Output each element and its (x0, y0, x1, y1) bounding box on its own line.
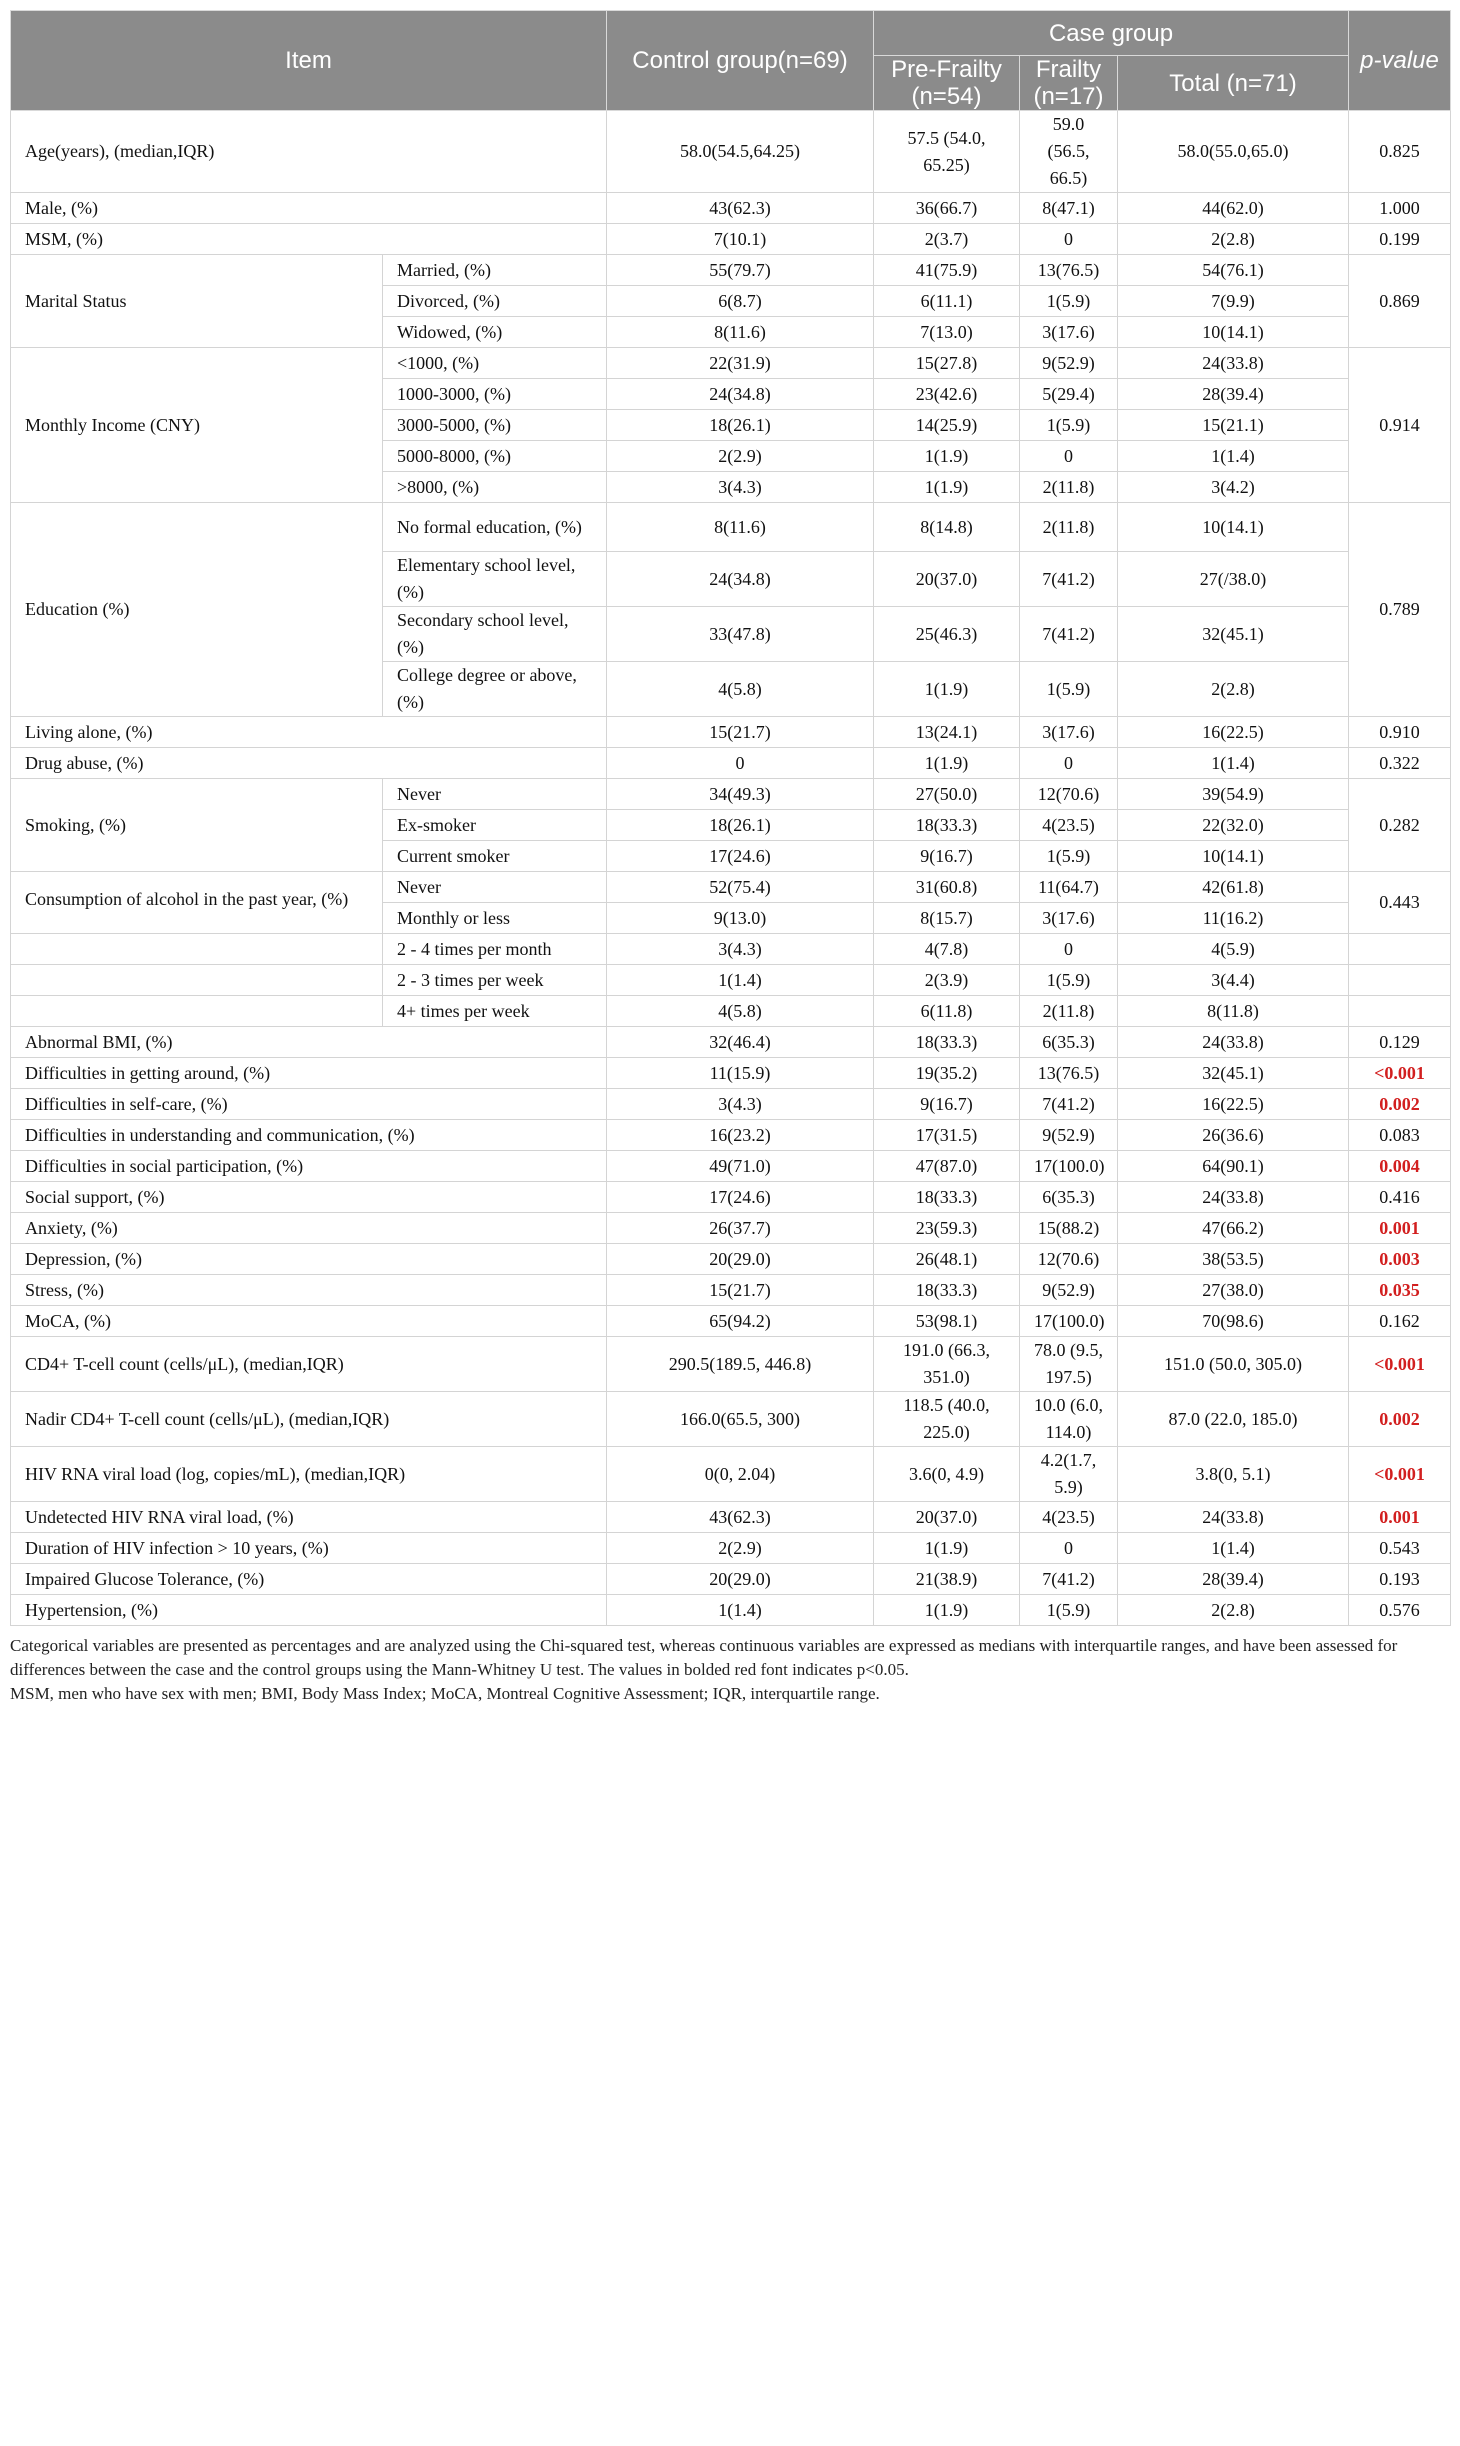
cell-frailty: 6(35.3) (1020, 1182, 1118, 1213)
cell-control: 22(31.9) (607, 348, 874, 379)
cell-pre-frailty: 23(42.6) (874, 379, 1020, 410)
cell-total: 2(2.8) (1118, 1595, 1349, 1626)
cell-frailty: 12(70.6) (1020, 1244, 1118, 1275)
cell-control: 1(1.4) (607, 965, 874, 996)
sub-label: 1000-3000, (%) (383, 379, 607, 410)
cell-pre-frailty: 4(7.8) (874, 934, 1020, 965)
sub-label: No formal education, (%) (383, 503, 607, 552)
cell-frailty: 78.0 (9.5, 197.5) (1020, 1337, 1118, 1392)
cell-total: 24(33.8) (1118, 1502, 1349, 1533)
table-row (11, 1151, 1451, 1182)
cell-total: 2(2.8) (1118, 224, 1349, 255)
cell-frailty: 1(5.9) (1020, 286, 1118, 317)
cell-total: 26(36.6) (1118, 1120, 1349, 1151)
table-row (11, 1089, 1451, 1120)
cell-control: 290.5(189.5, 446.8) (607, 1337, 874, 1392)
cell-control: 3(4.3) (607, 1089, 874, 1120)
cell-pre-frailty: 27(50.0) (874, 779, 1020, 810)
sub-label: 3000-5000, (%) (383, 410, 607, 441)
cell-control: 18(26.1) (607, 410, 874, 441)
row-label: Difficulties in understanding and communication, (%) (11, 1120, 607, 1151)
cell-frailty: 11(64.7) (1020, 872, 1118, 903)
table-row (11, 1502, 1451, 1533)
cell-frailty: 2(11.8) (1020, 472, 1118, 503)
row-label: Duration of HIV infection > 10 years, (%) (11, 1533, 607, 1564)
cell-total: 64(90.1) (1118, 1151, 1349, 1182)
cell-control: 58.0(54.5,64.25) (607, 111, 874, 193)
cell-control: 49(71.0) (607, 1151, 874, 1182)
table-row (11, 348, 1451, 379)
cell-total: 70(98.6) (1118, 1306, 1349, 1337)
cell-frailty: 9(52.9) (1020, 348, 1118, 379)
cell-pre-frailty: 118.5 (40.0, 225.0) (874, 1392, 1020, 1447)
table-row (11, 255, 1451, 286)
cell-frailty: 2(11.8) (1020, 503, 1118, 552)
cell-control: 24(34.8) (607, 379, 874, 410)
cell-p-value: 0.914 (1349, 348, 1451, 503)
cell-frailty: 3(17.6) (1020, 717, 1118, 748)
cell-total: 32(45.1) (1118, 1058, 1349, 1089)
header-case-group: Case group (874, 11, 1349, 56)
table-row (11, 779, 1451, 810)
table-row (11, 1027, 1451, 1058)
cell-p-value: <0.001 (1349, 1058, 1451, 1089)
cell-control: 17(24.6) (607, 841, 874, 872)
cell-pre-frailty: 13(24.1) (874, 717, 1020, 748)
cell-control: 11(15.9) (607, 1058, 874, 1089)
cell-p-value: 0.322 (1349, 748, 1451, 779)
cell-p-value: 0.002 (1349, 1089, 1451, 1120)
cell-total: 10(14.1) (1118, 841, 1349, 872)
row-label: Nadir CD4+ T-cell count (cells/μL), (median,IQR) (11, 1392, 607, 1447)
footnote (10, 1634, 1450, 1706)
cell-p-value: 0.083 (1349, 1120, 1451, 1151)
cell-pre-frailty: 1(1.9) (874, 472, 1020, 503)
row-label: Male, (%) (11, 193, 607, 224)
table-row (11, 1182, 1451, 1213)
table-row (11, 503, 1451, 552)
cell-pre-frailty: 1(1.9) (874, 748, 1020, 779)
sub-label: 2 - 4 times per month (383, 934, 607, 965)
cell-frailty: 1(5.9) (1020, 1595, 1118, 1626)
cell-p-value: 0.003 (1349, 1244, 1451, 1275)
cell-control: 43(62.3) (607, 193, 874, 224)
cell-pre-frailty: 14(25.9) (874, 410, 1020, 441)
footnote-abbreviations: MSM, men who have sex with men; BMI, Body Mass Index; MoCA, Montreal Cognitive Assessment; IQR, interquartile range. (10, 1684, 880, 1703)
row-label: Stress, (%) (11, 1275, 607, 1306)
table-row (11, 1275, 1451, 1306)
cell-total: 24(33.8) (1118, 1182, 1349, 1213)
cell-total: 27(38.0) (1118, 1275, 1349, 1306)
cell-p-value: 1.000 (1349, 193, 1451, 224)
cell-frailty: 6(35.3) (1020, 1027, 1118, 1058)
cell-control: 0 (607, 748, 874, 779)
cell-frailty: 3(17.6) (1020, 903, 1118, 934)
cell-pre-frailty: 47(87.0) (874, 1151, 1020, 1182)
row-label: CD4+ T-cell count (cells/μL), (median,IQR) (11, 1337, 607, 1392)
table-row (11, 193, 1451, 224)
cell-pre-frailty: 18(33.3) (874, 1275, 1020, 1306)
table-row (11, 1058, 1451, 1089)
cell-pre-frailty: 25(46.3) (874, 607, 1020, 662)
cell-control: 34(49.3) (607, 779, 874, 810)
row-label: Impaired Glucose Tolerance, (%) (11, 1564, 607, 1595)
group-label: Education (%) (11, 503, 383, 717)
row-label: Age(years), (median,IQR) (11, 111, 607, 193)
cell-total: 4(5.9) (1118, 934, 1349, 965)
cell-total: 1(1.4) (1118, 1533, 1349, 1564)
cell-control: 9(13.0) (607, 903, 874, 934)
cell-pre-frailty: 1(1.9) (874, 1595, 1020, 1626)
cell-total: 24(33.8) (1118, 1027, 1349, 1058)
sub-label: 2 - 3 times per week (383, 965, 607, 996)
table-row (11, 748, 1451, 779)
sub-label: 5000-8000, (%) (383, 441, 607, 472)
group-label: Marital Status (11, 255, 383, 348)
empty-cell (11, 965, 383, 996)
cell-control: 65(94.2) (607, 1306, 874, 1337)
cell-frailty: 0 (1020, 934, 1118, 965)
cell-control: 6(8.7) (607, 286, 874, 317)
cell-frailty: 0 (1020, 441, 1118, 472)
row-label: Social support, (%) (11, 1182, 607, 1213)
cell-p-value: 0.002 (1349, 1392, 1451, 1447)
cell-pre-frailty: 53(98.1) (874, 1306, 1020, 1337)
cell-p-value: 0.199 (1349, 224, 1451, 255)
row-label: MSM, (%) (11, 224, 607, 255)
cell-total: 24(33.8) (1118, 348, 1349, 379)
table-row (11, 1306, 1451, 1337)
cell-total: 3(4.2) (1118, 472, 1349, 503)
cell-pre-frailty: 9(16.7) (874, 841, 1020, 872)
header-frailty: Frailty (n=17) (1020, 56, 1118, 111)
cell-total: 27(/38.0) (1118, 552, 1349, 607)
cell-p-value: 0.004 (1349, 1151, 1451, 1182)
empty-cell (1349, 996, 1451, 1027)
table-row (11, 717, 1451, 748)
table-row (11, 1120, 1451, 1151)
cell-control: 33(47.8) (607, 607, 874, 662)
cell-control: 3(4.3) (607, 934, 874, 965)
sub-label: Monthly or less (383, 903, 607, 934)
sub-label: Never (383, 872, 607, 903)
cell-frailty: 9(52.9) (1020, 1275, 1118, 1306)
cell-frailty: 12(70.6) (1020, 779, 1118, 810)
cell-frailty: 7(41.2) (1020, 552, 1118, 607)
cell-control: 4(5.8) (607, 996, 874, 1027)
table-row (11, 1595, 1451, 1626)
cell-pre-frailty: 17(31.5) (874, 1120, 1020, 1151)
cell-frailty: 7(41.2) (1020, 1564, 1118, 1595)
cell-p-value: 0.001 (1349, 1502, 1451, 1533)
cell-total: 11(16.2) (1118, 903, 1349, 934)
cell-total: 15(21.1) (1118, 410, 1349, 441)
cell-total: 38(53.5) (1118, 1244, 1349, 1275)
cell-control: 20(29.0) (607, 1564, 874, 1595)
table-row (11, 872, 1451, 903)
cell-pre-frailty: 6(11.1) (874, 286, 1020, 317)
row-label: MoCA, (%) (11, 1306, 607, 1337)
cell-total: 2(2.8) (1118, 662, 1349, 717)
cell-control: 3(4.3) (607, 472, 874, 503)
cell-pre-frailty: 57.5 (54.0, 65.25) (874, 111, 1020, 193)
cell-pre-frailty: 20(37.0) (874, 1502, 1020, 1533)
cell-p-value: 0.543 (1349, 1533, 1451, 1564)
cell-p-value: 0.416 (1349, 1182, 1451, 1213)
cell-frailty: 4.2(1.7, 5.9) (1020, 1447, 1118, 1502)
cell-p-value: 0.193 (1349, 1564, 1451, 1595)
cell-pre-frailty: 7(13.0) (874, 317, 1020, 348)
cell-control: 2(2.9) (607, 1533, 874, 1564)
group-label: Monthly Income (CNY) (11, 348, 383, 503)
cell-pre-frailty: 191.0 (66.3, 351.0) (874, 1337, 1020, 1392)
cell-control: 166.0(65.5, 300) (607, 1392, 874, 1447)
cell-control: 0(0, 2.04) (607, 1447, 874, 1502)
row-label: Undetected HIV RNA viral load, (%) (11, 1502, 607, 1533)
cell-frailty: 4(23.5) (1020, 810, 1118, 841)
cell-total: 42(61.8) (1118, 872, 1349, 903)
table-row (11, 996, 1451, 1027)
cell-pre-frailty: 1(1.9) (874, 662, 1020, 717)
cell-total: 39(54.9) (1118, 779, 1349, 810)
cell-p-value: 0.869 (1349, 255, 1451, 348)
header-control-group: Control group(n=69) (607, 11, 874, 111)
sub-label: >8000, (%) (383, 472, 607, 503)
cell-total: 44(62.0) (1118, 193, 1349, 224)
table-row (11, 1564, 1451, 1595)
cell-p-value: <0.001 (1349, 1337, 1451, 1392)
cell-pre-frailty: 15(27.8) (874, 348, 1020, 379)
table-row (11, 1447, 1451, 1502)
cell-p-value: 0.035 (1349, 1275, 1451, 1306)
empty-cell (1349, 965, 1451, 996)
cell-total: 16(22.5) (1118, 717, 1349, 748)
cell-frailty: 1(5.9) (1020, 841, 1118, 872)
cell-pre-frailty: 3.6(0, 4.9) (874, 1447, 1020, 1502)
cell-frailty: 5(29.4) (1020, 379, 1118, 410)
cell-control: 2(2.9) (607, 441, 874, 472)
row-label: Living alone, (%) (11, 717, 607, 748)
row-label: Difficulties in self-care, (%) (11, 1089, 607, 1120)
sub-label: Secondary school level, (%) (383, 607, 607, 662)
cell-total: 28(39.4) (1118, 379, 1349, 410)
table-row (11, 1533, 1451, 1564)
cell-control: 26(37.7) (607, 1213, 874, 1244)
cell-total: 58.0(55.0,65.0) (1118, 111, 1349, 193)
cell-total: 3(4.4) (1118, 965, 1349, 996)
cell-pre-frailty: 21(38.9) (874, 1564, 1020, 1595)
cell-total: 22(32.0) (1118, 810, 1349, 841)
row-label: Drug abuse, (%) (11, 748, 607, 779)
cell-frailty: 7(41.2) (1020, 607, 1118, 662)
cell-frailty: 3(17.6) (1020, 317, 1118, 348)
cell-pre-frailty: 41(75.9) (874, 255, 1020, 286)
cell-p-value: 0.443 (1349, 872, 1451, 934)
empty-cell (11, 934, 383, 965)
row-label: Difficulties in social participation, (%) (11, 1151, 607, 1182)
cell-control: 17(24.6) (607, 1182, 874, 1213)
cell-p-value: <0.001 (1349, 1447, 1451, 1502)
cell-total: 47(66.2) (1118, 1213, 1349, 1244)
empty-cell (11, 996, 383, 1027)
cell-total: 16(22.5) (1118, 1089, 1349, 1120)
cell-pre-frailty: 31(60.8) (874, 872, 1020, 903)
cell-p-value: 0.282 (1349, 779, 1451, 872)
table-row (11, 224, 1451, 255)
sub-label: Divorced, (%) (383, 286, 607, 317)
cell-frailty: 8(47.1) (1020, 193, 1118, 224)
row-label: Anxiety, (%) (11, 1213, 607, 1244)
row-label: Abnormal BMI, (%) (11, 1027, 607, 1058)
cell-total: 87.0 (22.0, 185.0) (1118, 1392, 1349, 1447)
cell-p-value: 0.576 (1349, 1595, 1451, 1626)
table-row (11, 1392, 1451, 1447)
cell-frailty: 7(41.2) (1020, 1089, 1118, 1120)
cell-control: 4(5.8) (607, 662, 874, 717)
cell-p-value: 0.910 (1349, 717, 1451, 748)
row-label: Difficulties in getting around, (%) (11, 1058, 607, 1089)
header-pre-frailty: Pre-Frailty (n=54) (874, 56, 1020, 111)
cell-pre-frailty: 23(59.3) (874, 1213, 1020, 1244)
cell-pre-frailty: 8(15.7) (874, 903, 1020, 934)
cell-frailty: 13(76.5) (1020, 255, 1118, 286)
footnote-methods: Categorical variables are presented as percentages and are analyzed using the Chi-squared test, whereas continuous variables are expressed as medians with interquartile ranges, and have been assessed for differences between the case and the control groups using the Mann-Whitney U test. The values in bolded red font indicates p<0.05. (10, 1636, 1398, 1679)
cell-frailty: 9(52.9) (1020, 1120, 1118, 1151)
table-row (11, 1337, 1451, 1392)
cell-total: 7(9.9) (1118, 286, 1349, 317)
cell-frailty: 59.0 (56.5, 66.5) (1020, 111, 1118, 193)
cell-p-value: 0.825 (1349, 111, 1451, 193)
table-body (11, 111, 1451, 1626)
cell-frailty: 17(100.0) (1020, 1151, 1118, 1182)
table-row (11, 1213, 1451, 1244)
cell-control: 20(29.0) (607, 1244, 874, 1275)
row-label: Depression, (%) (11, 1244, 607, 1275)
cell-control: 18(26.1) (607, 810, 874, 841)
cell-p-value: 0.129 (1349, 1027, 1451, 1058)
cell-control: 16(23.2) (607, 1120, 874, 1151)
cell-control: 7(10.1) (607, 224, 874, 255)
cell-total: 1(1.4) (1118, 748, 1349, 779)
sub-label: Married, (%) (383, 255, 607, 286)
table-row (11, 934, 1451, 965)
cell-pre-frailty: 1(1.9) (874, 441, 1020, 472)
sub-label: Never (383, 779, 607, 810)
cell-total: 28(39.4) (1118, 1564, 1349, 1595)
cell-pre-frailty: 9(16.7) (874, 1089, 1020, 1120)
group-label: Smoking, (%) (11, 779, 383, 872)
cell-frailty: 2(11.8) (1020, 996, 1118, 1027)
sub-label: 4+ times per week (383, 996, 607, 1027)
cell-total: 10(14.1) (1118, 317, 1349, 348)
cell-control: 15(21.7) (607, 717, 874, 748)
cell-control: 55(79.7) (607, 255, 874, 286)
cell-pre-frailty: 18(33.3) (874, 810, 1020, 841)
cell-control: 1(1.4) (607, 1595, 874, 1626)
cell-p-value: 0.789 (1349, 503, 1451, 717)
sub-label: Current smoker (383, 841, 607, 872)
cell-frailty: 0 (1020, 748, 1118, 779)
cell-total: 32(45.1) (1118, 607, 1349, 662)
cell-pre-frailty: 2(3.9) (874, 965, 1020, 996)
cell-control: 8(11.6) (607, 503, 874, 552)
cell-frailty: 10.0 (6.0, 114.0) (1020, 1392, 1118, 1447)
cell-control: 15(21.7) (607, 1275, 874, 1306)
cell-total: 151.0 (50.0, 305.0) (1118, 1337, 1349, 1392)
sub-label: <1000, (%) (383, 348, 607, 379)
cell-frailty: 1(5.9) (1020, 662, 1118, 717)
cell-frailty: 0 (1020, 1533, 1118, 1564)
sub-label: Ex-smoker (383, 810, 607, 841)
cell-control: 43(62.3) (607, 1502, 874, 1533)
cell-p-value: 0.001 (1349, 1213, 1451, 1244)
cell-pre-frailty: 26(48.1) (874, 1244, 1020, 1275)
cell-control: 24(34.8) (607, 552, 874, 607)
sub-label: Elementary school level, (%) (383, 552, 607, 607)
sub-label: College degree or above, (%) (383, 662, 607, 717)
cell-pre-frailty: 19(35.2) (874, 1058, 1020, 1089)
row-label: HIV RNA viral load (log, copies/mL), (median,IQR) (11, 1447, 607, 1502)
header-item: Item (11, 11, 607, 111)
cell-control: 52(75.4) (607, 872, 874, 903)
sub-label: Widowed, (%) (383, 317, 607, 348)
cell-total: 10(14.1) (1118, 503, 1349, 552)
cell-control: 8(11.6) (607, 317, 874, 348)
cell-total: 8(11.8) (1118, 996, 1349, 1027)
table-row (11, 1244, 1451, 1275)
cell-frailty: 4(23.5) (1020, 1502, 1118, 1533)
cell-pre-frailty: 36(66.7) (874, 193, 1020, 224)
cell-pre-frailty: 6(11.8) (874, 996, 1020, 1027)
table-container (10, 10, 1450, 1706)
cell-frailty: 0 (1020, 224, 1118, 255)
cell-pre-frailty: 20(37.0) (874, 552, 1020, 607)
results-table (10, 10, 1451, 1626)
cell-total: 54(76.1) (1118, 255, 1349, 286)
table-row (11, 111, 1451, 193)
empty-cell (1349, 934, 1451, 965)
cell-frailty: 15(88.2) (1020, 1213, 1118, 1244)
cell-control: 32(46.4) (607, 1027, 874, 1058)
cell-frailty: 17(100.0) (1020, 1306, 1118, 1337)
cell-total: 3.8(0, 5.1) (1118, 1447, 1349, 1502)
cell-pre-frailty: 18(33.3) (874, 1182, 1020, 1213)
cell-total: 1(1.4) (1118, 441, 1349, 472)
cell-frailty: 1(5.9) (1020, 410, 1118, 441)
header-total: Total (n=71) (1118, 56, 1349, 111)
cell-frailty: 13(76.5) (1020, 1058, 1118, 1089)
cell-frailty: 1(5.9) (1020, 965, 1118, 996)
cell-pre-frailty: 18(33.3) (874, 1027, 1020, 1058)
header-p-value: p-value (1349, 11, 1451, 111)
row-label: Hypertension, (%) (11, 1595, 607, 1626)
cell-pre-frailty: 8(14.8) (874, 503, 1020, 552)
group-label: Consumption of alcohol in the past year, (%) (11, 872, 383, 934)
cell-pre-frailty: 1(1.9) (874, 1533, 1020, 1564)
table-row (11, 965, 1451, 996)
cell-p-value: 0.162 (1349, 1306, 1451, 1337)
cell-pre-frailty: 2(3.7) (874, 224, 1020, 255)
